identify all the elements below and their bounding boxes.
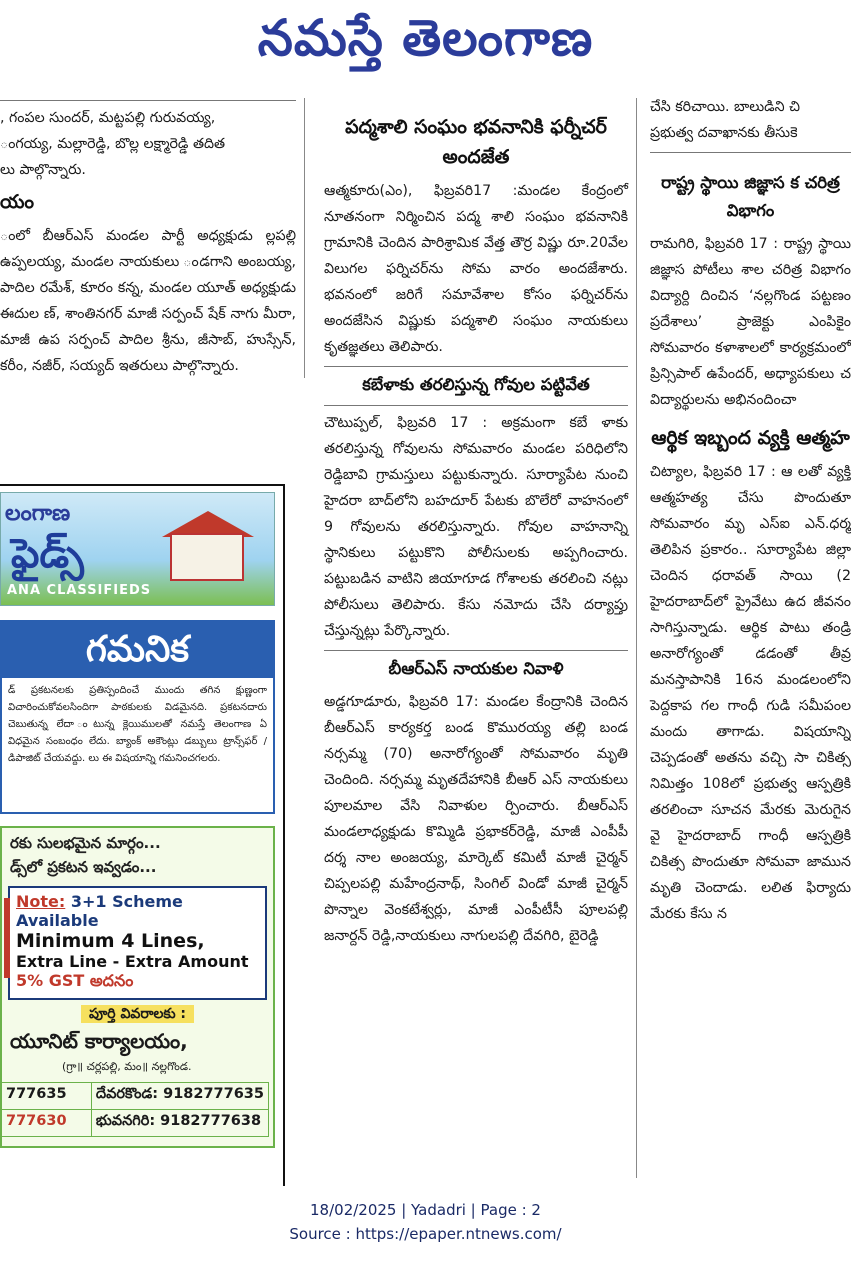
top-line: చేసి కరిచాయి. బాలుడిని చి [650, 99, 800, 115]
ad-details [2, 1006, 273, 1025]
page-footer [0, 1198, 851, 1246]
ad-phones [2, 1082, 269, 1137]
masthead [0, 0, 851, 88]
story-body: రామగిరి, ఫిబ్రవరి 17 : రాష్ట్ర స్థాయి జిజ్ఞాస పోటీలు శాల చరిత్ర విభాగం విద్యార్ది దించిన ‘నల్లగొండ పట్టణం ప్రదేశాలు’ ప్రాజెక్టు ఎంపికైం సోమవారం కళాశాలలో కార్యక్రమంలో ప్రిన్సిపాల్ ఉపేందర్, అధ్యాపకులు చ విద్యార్థులను అభినందించా [650, 236, 851, 408]
ad-note-box [8, 886, 267, 1000]
top-line: లు పాల్గొన్నారు. [0, 162, 86, 178]
ad-phone: 777630 [2, 1110, 92, 1137]
story-headline: యం [0, 191, 35, 213]
column-right [650, 94, 851, 1184]
divider [0, 100, 296, 101]
classifieds-ad [0, 484, 285, 1186]
ad-notice-text: డ్ ప్రకటనలకు ప్రతిస్పందించే ముందు తగిన క్షుణ్ణంగా విచారించుకోవలసిందిగా పాఠకులకు విడమైనది. ప్రకటనదారు చెబుతున్న లేదా ంటున్న క్లెయిములతో నమస్తే తెలంగాణ ఏ విధమైన సంబంధం లేదు. బ్యాంక్ అకౌంట్లు డబ్బులు ట్రాన్స్‌ఫర్ / డిపాజిట్ చేయవద్దు. లు ఈ విషయాన్ని గమనించగలరు. [8, 685, 267, 764]
ad-banner-sub: ANA CLASSIFIEDS [7, 583, 152, 598]
divider [650, 152, 851, 153]
ad-note [16, 892, 259, 930]
ad-extra: Extra Line - Extra Amount [16, 952, 249, 971]
ad-scheme [0, 826, 275, 1148]
footer-date-edition: 18/02/2025 | Yadadri | Page : 2 [310, 1201, 541, 1219]
ad-phone: దేవరకొండ: 9182777635 [92, 1083, 269, 1110]
ad-gst: 5% GST అదనం [16, 971, 134, 990]
ad-phone: భువనగిరి: 9182777638 [92, 1110, 269, 1137]
top-line: , గంపల సుందర్, మట్టపల్లి గురువయ్య, [0, 110, 216, 126]
ad-easy-line: రకు సులభమైన మార్గం... [10, 834, 161, 852]
ad-banner [0, 492, 275, 606]
divider [324, 366, 628, 367]
ad-min-lines: Minimum 4 Lines, [16, 930, 205, 952]
ad-unit-office: యూనిట్ కార్యాలయం, [10, 1029, 188, 1053]
story-body: ంలో బీఆర్‌ఎస్ మండల పార్టీ అధ్యక్షుడు ల్లపల్లి ఉప్పలయ్య, మండల నాయకులు ండగాని అంబయ్య, పాదిల రమేశ్, కూరం కన్న, మండల యూత్ అధ్యక్షుడు ఈదుల ణ్, శాంతినగర్ మాజీ సర్పంచ్ షేక్ నాగు మీరా, మాజీ ఉప సర్పంచ్ పాదిల శ్రీను, జీసాబ్, హుస్సేన్, కరీం, నజీర్, సయ్యద్ ఇతరులు పాల్గొన్నారు. [0, 228, 296, 374]
story-body: చిట్యాల, ఫిబ్రవరి 17 : ఆ లతో వ్యక్తి ఆత్మహత్య చేసు పొందుతూ సోమవారం మృ ఎస్ఐ ఎన్.ధర్మ తెలిపిన ప్రకారం.. సూర్యాపేట జిల్లా చెందిన ధరావత్ సాయి (2 హైదరాబాద్‌లో ప్రైవేటు ఉద జీవనం సాగిస్తున్నాడు. ఆర్థిక పాటు తండ్రి అనారోగ్యంతో డడంతో తీవ్ర మనస్తాపానికి 16న మండలంలోని పెద్దకాప గల గాంధీ గుడి సమీపంల మందు తాగాడు. విషయాన్ని చెప్పడంతో అతను వచ్చి సా చికిత్స నిమిత్తం 108లో ప్రభుత్వ ఆస్పత్రికి తరలించా సూచన మేరకు మెరుగైన వై హైదరాబాద్ గాంధీ ఆస్పత్రికి చికిత్స పొందుతూ సోమవా జామున మృతి చెందాడు. లలిత ఫిర్యాదు మేరకు కేసు న [650, 464, 851, 922]
ad-phone: 777635 [2, 1083, 92, 1110]
house-icon [170, 533, 244, 581]
divider [324, 650, 628, 651]
story-headline: బీఆర్‌ఎస్ నాయకుల నివాళి [388, 659, 564, 678]
ad-address: (గ్రా॥ చర్లపల్లి, మం॥ నల్లగొండ. [62, 1060, 192, 1073]
ad-details-label: పూర్తి వివరాలకు : [81, 1005, 194, 1023]
ad-red-bar [4, 898, 10, 978]
ad-note-text: 3+1 Scheme Available [16, 892, 183, 930]
footer-source: Source : https://epaper.ntnews.com/ [289, 1225, 562, 1243]
ad-notice-title: గమనిక [2, 622, 273, 678]
ad-notice [0, 620, 275, 814]
column-rule-right [636, 98, 637, 1178]
story-headline: కబేళాకు తరలిస్తున్న గోవుల పట్టివేత [362, 375, 590, 394]
divider [324, 405, 628, 406]
ad-easy-line: డ్స్‌లో ప్రకటన ఇవ్వడం... [10, 858, 157, 876]
column-center [324, 94, 628, 1184]
ad-note-label: Note: [16, 892, 66, 911]
story-body: చౌటుప్పల్, ఫిబ్రవరి 17 : అక్రమంగా కబే ళాకు తరలిస్తున్న గోవులను సోమవారం మండల పరిధిలోని రెడ్డిబావి గ్రామస్తులు పట్టుకున్నారు. సూర్యాపేట నుంచి హైదరా బాద్‌లోని బహదూర్ పేటకు బొలేరో వాహనంలో 9 గోవులను తరలిస్తున్నారు. గోవుల వాహనాన్ని స్థానికులు పట్టుకొని పోలీసులకు అప్పగించారు. పట్టుబడిన వాటిని జియాగూడ గోశాలకు తరలించి నట్లు పోలీసులు తెలిపారు. కేసు నమోదు చేసి దర్యాప్తు చేస్తున్నట్లు పేర్కొన్నారు. [324, 415, 628, 639]
masthead-title: నమస్తే తెలంగాణ [257, 8, 594, 67]
story-body: అడ్డగూడూరు, ఫిబ్రవరి 17: మండల కేంద్రానికి చెందిన బీఆర్‌ఎస్ కార్యకర్త బండ కొమురయ్య తల్లి బండ నర్సమ్మ (70) అనారోగ్యంతో సోమవారం మృతి చెందింది. నర్సమ్మ మృతదేహానికి బీఆర్ ఎస్ నాయకులు పూలమాల వేసి నివాళుల ర్పించారు. బీఆర్‌ఎస్ మండలాధ్యక్షుడు కొమ్మిడి ప్రభాకర్‌రెడ్డి, మాజీ ఎంపీపీ దర్శ నాల అంజయ్య, మార్కెట్ కమిటీ మాజీ చైర్మన్ చిప్పలపల్లి మహేంద్రనాథ్, సింగిల్ విండో మాజీ చైర్మన్ పొన్నాల వెంకటేశ్వర్లు, మాజీ ఎంపీటీసీ పూలపల్లి జనార్దన్ రెడ్డి,నాయకులు నాగులపల్లి దేవగిరి, బైరెడ్డి [324, 694, 628, 944]
story-body: ఆత్మకూరు(ఎం), ఫిబ్రవరి17 :మండల కేంద్రంలో నూతనంగా నిర్మించిన పద్మ శాలి సంఘం భవనానికి గ్రామానికి చెందిన పారిశ్రామిక వేత్త తౌర్ర విష్ణు రూ.20వేల విలుగల ఫర్నిచర్‌ను సోమ వారం అందజేశారు. భవనంలో జరిగే సమావేశాల కోసం ఫర్నిచర్‌ను అందజేసిన విష్ణుకు పద్మశాలి సంఘం నాయకులు కృతజ్ఞతలు తెలిపారు. [324, 183, 628, 355]
top-line: ప్రభుత్వ దవాఖానకు తీసుకె [650, 125, 798, 141]
story-headline: ఆర్థిక ఇబ్బంద వ్యక్తి ఆత్మహ [651, 427, 850, 449]
story-headline: పద్మశాలి సంఘం భవనానికి ఫర్నీచర్ అందజేత [345, 116, 607, 168]
ad-banner-main: ఫైడ్స్ [11, 531, 84, 577]
ad-banner-top: లంగాణ [5, 501, 71, 526]
story-headline: రాష్ట్ర స్థాయి జిజ్ఞాస క చరిత్ర విభాగం [661, 173, 840, 220]
top-line: ంగయ్య, మల్లారెడ్డి, బొల్ల లక్ష్మారెడ్డి తదిత [0, 136, 226, 152]
column-rule-left [304, 98, 305, 378]
